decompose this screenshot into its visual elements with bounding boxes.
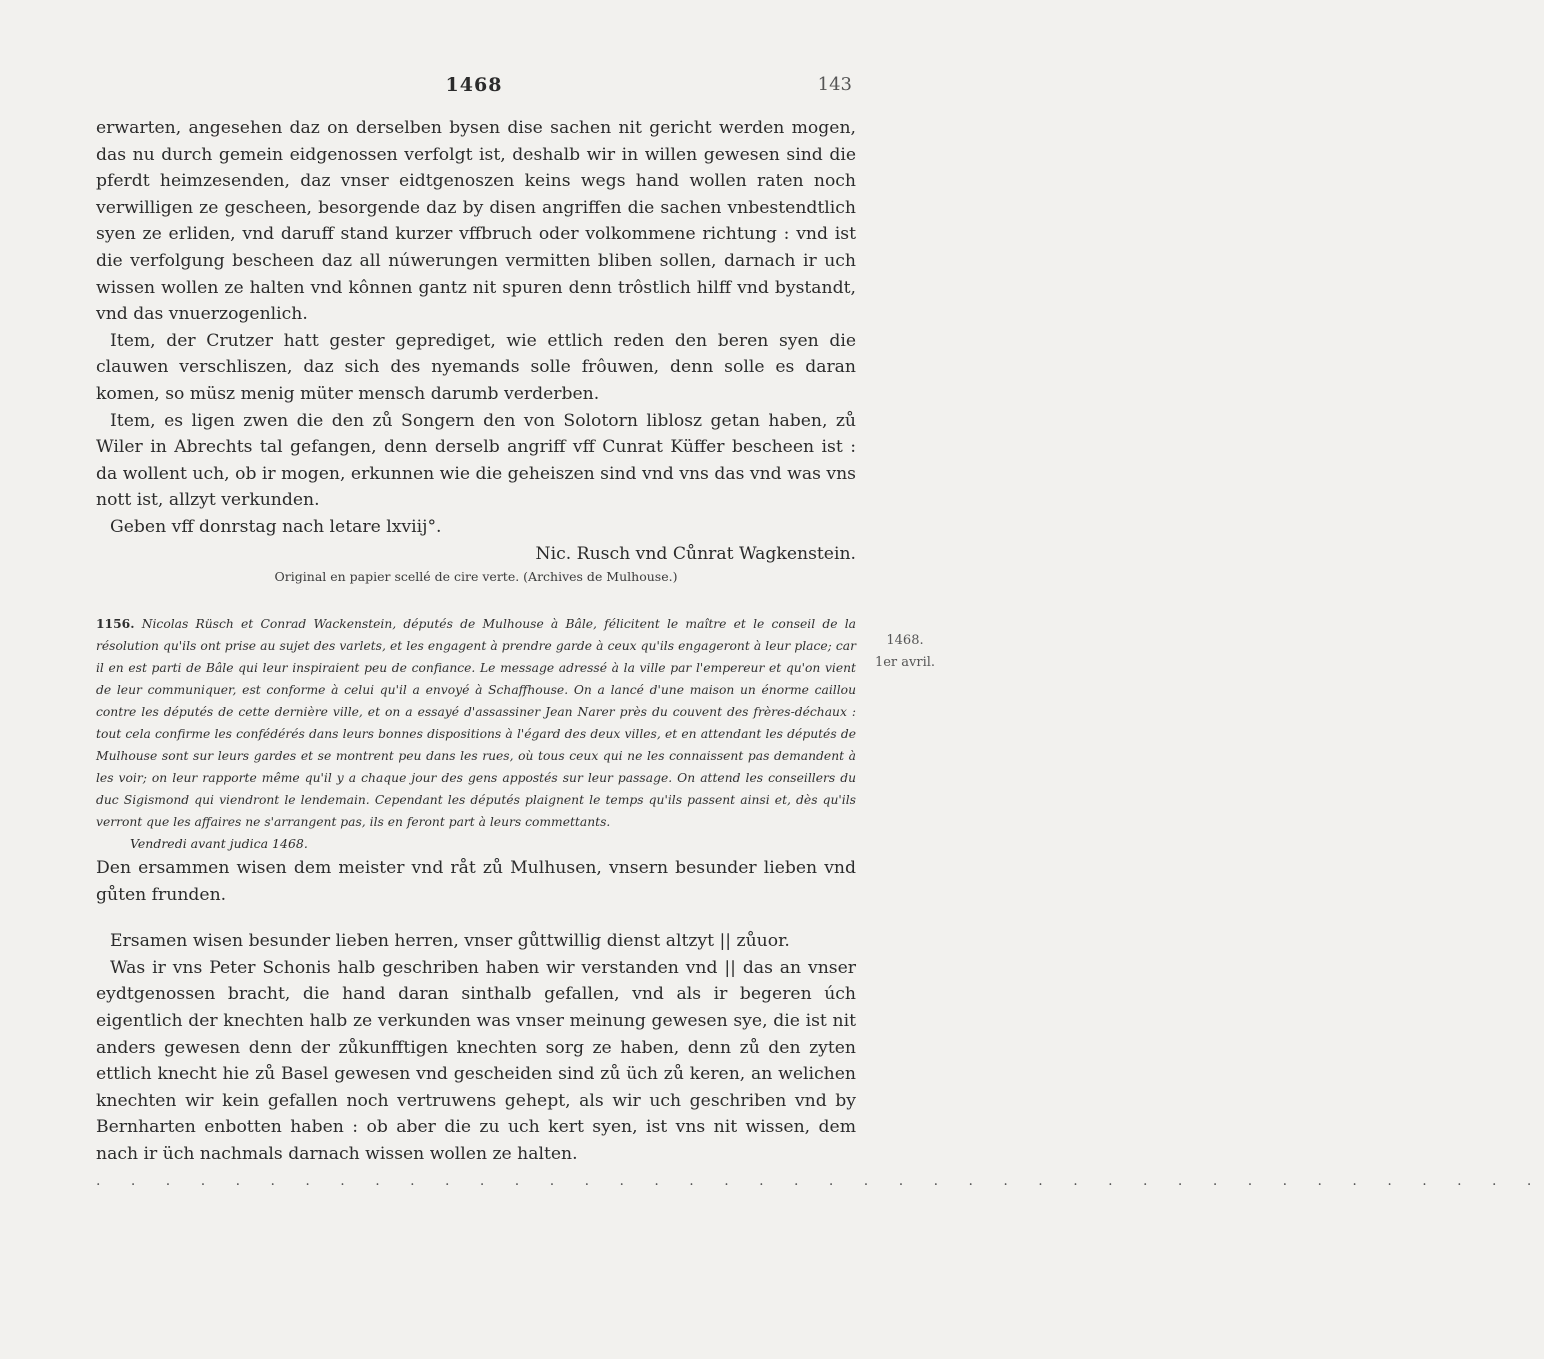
letter-paragraph: Was ir vns Peter Schonis halb geschriben haben wir verstanden vnd || das an vnser eydtgenossen bracht, die hand daran sinthalb gefallen, vnd als ir begeren úch eigentlich der knechten halb ze verkunden was vnser meinung gewesen sye, die ist nit anders gewesen denn der zůkunfftigen knechten sorg ze haben, denn zů den zyten ettlich knecht hie zů Basel gewesen vnd gescheiden sind zů üch zů keren, an welichen knechten wir kein gefallen noch vertruwens gehept, als wir uch geschriben vnd by Bernharten enbotten haben : ob aber die zu uch kert syen, ist vns nit wissen, dem nach ir üch nachmals darnach wissen wollen ze halten. (96, 957, 856, 1165)
margin-day: 1er avril. (874, 655, 936, 670)
paragraph: erwarten, angesehen daz on derselben bysen dise sachen nit gericht werden mogen, das nu durch gemein eidgenossen verfolgt ist, deshalb wir in willen gewesen sind die pferdt heimzesenden, daz vnser eidtgenoszen keins wegs hand wollen raten noch verwilligen ze gescheen, besorgende daz by disen angriffen die sachen vnbestendtlich syen ze erliden, vnd daruff stand kurzer vffbruch oder volkommene richtung : vnd ist die verfolgung bescheen daz all núwerungen vermitten bliben sollen, darnach ir uch wissen wollen ze halten vnd kônnen gantz nit spuren denn trôstlich hilff vnd bystandt, vnd das vnuerzogenlich. (96, 118, 856, 325)
paragraph: Item, es ligen zwen die den zů Songern den von Solotorn liblosz getan haben, zů Wiler in Abrechts tal gefangen, denn derselb angriff vff Cunrat Küffer bescheen ist : da wollent uch, ob ir mogen, erkunnen wie die geheiszen sind vnd vns das vnd was vns nott ist, allzyt verkunden. (96, 410, 856, 511)
letter-greeting: Ersamen wisen besunder lieben herren, vnser gůttwillig dienst altzyt || zůuor. (110, 931, 790, 952)
signature: Nic. Rusch vnd Cůnrat Wagkenstein. (535, 543, 856, 564)
document-number: 1156. (96, 616, 135, 632)
running-head-year: 1468 (445, 74, 503, 96)
date-clause: Geben vff donrstag nach letare lxviij°. (110, 516, 442, 537)
summary-date: Vendredi avant judica 1468. (130, 836, 308, 852)
summary-text: Nicolas Rüsch et Conrad Wackenstein, députés de Mulhouse à Bâle, félicitent le maître et le conseil de la résolution qu'ils ont prise au sujet des varlets, et les engagent à prendre garde à ceux qu'ils engageront à leur place; car il en est parti de Bâle qui leur inspiraient peu de confiance. Le message adressé à la ville par l'empereur et qu'on vient de leur communiquer, est conforme à celui qu'il a envoyé à Schaffhouse. On a lancé d'une maison un énorme caillou contre les députés de cette dernière ville, et on a essayé d'assassiner Jean Narer près du couvent des frères-déchaux : tout cela confirme les confédérés dans leurs bonnes dispositions à l'égard des deux villes, et en attendant les députés de Mulhouse sont sur leurs gardes et se montrent peu dans les rues, où tous ceux qui ne les connaissent pas demandent à les voir; on leur rapporte même qu'il y a chaque jour des gens appostés sur leur passage. On attend les conseillers du duc Sigismond qui viendront le lendemain. Cependant les députés plaignent le temps qu'ils passent ainsi et, dès qu'ils verront que les affaires ne s'arrangent pas, ils en feront part à leurs commettants. (96, 617, 856, 830)
page-header (96, 74, 852, 104)
letter-address: Den ersammen wisen dem meister vnd råt zů Mulhusen, vnsern besunder lieben vnd gůten frunden. (96, 858, 856, 905)
source-note: Original en papier scellé de cire verte. (Archives de Mulhouse.) (274, 569, 678, 585)
page-number: 143 (817, 74, 852, 95)
margin-date-note (870, 630, 940, 674)
document-summary (96, 613, 856, 833)
margin-year: 1468. (886, 633, 924, 648)
ellipsis-line: . . . . . . . . . . . . . . . . . . . . . . . . . . . . . . . . . . . . . . . . . . (96, 1172, 1544, 1189)
paragraph: Item, der Crutzer hatt gester geprediget, wie ettlich reden den beren syen die clauwen verschliszen, daz sich des nyemands solle frôuwen, denn solle es daran komen, so müsz menig müter mensch darumb verderben. (96, 330, 856, 404)
